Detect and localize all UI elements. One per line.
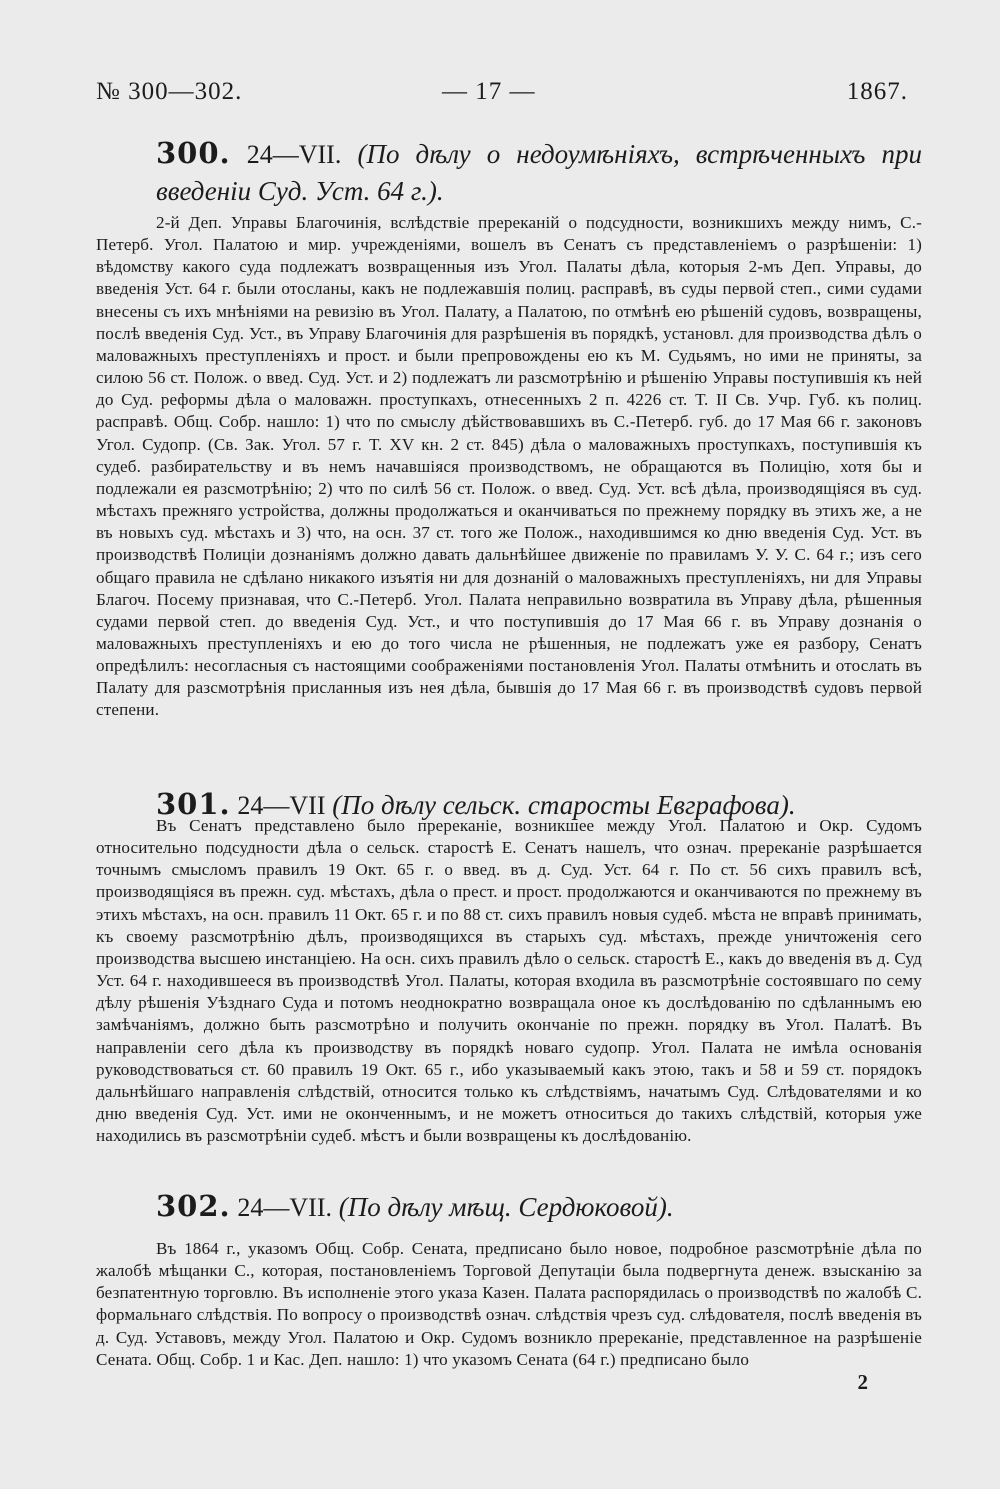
entry-subject: (По дѣлу о недоумѣніяхъ, встрѣченныхъ при введеніи Суд. Уст. 64 г.). xyxy=(156,139,923,206)
page-year: 1867. xyxy=(846,78,908,105)
page-number: — 17 — xyxy=(442,78,536,105)
entry-subject: (По дѣлу мѣщ. Сердюковой). xyxy=(338,1192,674,1222)
entry-date: 24—VII. xyxy=(237,1193,332,1222)
entry-text-301: Въ Сенатъ представлено было пререканіе, возникшее между Угол. Палатою и Окр. Судомъ относительно подсудности дѣла о сельск. старостѣ Е. Сенатъ нашелъ, что означ. пререканіе разрѣшается точнымъ смысломъ правилъ 19 Окт. 65 г. о введ. въ д. Суд. Уст. 64 г. По ст. 56 сихъ правилъ всѣ, производящіяся въ прежн. суд. мѣстахъ, дѣла о прест. и прост. продолжаются и оканчиваются по прежнему въ этихъ мѣстахъ, на осн. правилъ 11 Окт. 65 г. и по 88 ст. сихъ правилъ новыя судеб. мѣста не вправѣ принимать, къ своему разсмотрѣнію дѣлъ, производящихся въ старыхъ суд. мѣстахъ, прежде уничтоженія сего производства высшею инстанціею. На осн. сихъ правилъ дѣло о сельск. старостѣ Е., какъ до введенія въ д. Суд Уст. 64 г. находившееся въ производствѣ Угол. Палаты, которая входила въ разсмотрѣніе состоявшаго по сему дѣлу рѣшенія Уѣзднаго Суда и потомъ неоднократно возвращала оное къ дослѣдованію по сдѣланнымъ ею замѣчаніямъ, должно быть разсмотрѣно и получить окончаніе по прежн. порядку въ Угол. Палатѣ. Въ направленіи сего дѣла къ производству въ порядкѣ новаго судопр. Угол. Палата не имѣла основанія руководствоваться ст. 60 правилъ 19 Окт. 65 г., ибо указываемый какъ этою, такъ и 58 и 59 ст. порядокъ дальнѣйшаго направленія слѣдствій, относится только къ слѣдствіямъ, начатымъ Суд. Слѣдователями и ко дню введенія Суд. Уст. ими не оконченнымъ, и не можетъ относиться до такихъ слѣдствій, которыя уже находились въ разсмотрѣніи судеб. мѣстъ и были возвращены къ дослѣдованію. xyxy=(96,816,923,1146)
entry-subject: (По дѣлу сельск. старосты Евграфова). xyxy=(332,790,796,820)
page-entry-range: № 300—302. xyxy=(96,78,243,105)
running-head xyxy=(96,78,908,114)
signature-mark: 2 xyxy=(857,1370,868,1394)
entry-heading-302 xyxy=(156,1188,922,1226)
entry-text-300: 2-й Деп. Управы Благочинія, вслѣдствіе пререканій о подсудности, возникшихъ между нимъ, С.-Петерб. Угол. Палатою и мир. учрежденіями, вошелъ въ Сенатъ съ представленіемъ о разрѣшеніи: 1) вѣдомству какого суда подлежатъ возвращенныя изъ Угол. Палаты дѣла, которыя 2-мъ Деп. Управы, до введенія Уст. 64 г. были отосланы, какъ не подлежавшія полиц. расправѣ, въ суды первой степ., сими судами внесены съ ихъ мнѣніями на ревизію въ Угол. Палату, а Палатою, по отмѣнѣ ею рѣшеній судовъ, возвращены, послѣ введенія Суд. Уст., въ Управу Благочинія для разрѣшенія въ порядкѣ, установл. для производства дѣлъ о маловажныхъ преступленіяхъ и прост. и были препровождены ею къ М. Судьямъ, но ими не приняты, за силою 56 ст. Полож. о введ. Суд. Уст. и 2) подлежатъ ли разсмотрѣнію и рѣшенію Управы поступившія къ ней до Суд. реформы дѣла о маловажн. проступкахъ, отнесенныхъ 2 п. 4226 ст. Т. II Св. Учр. Губ. къ полиц. расправѣ. Общ. Собр. нашло: 1) что по смыслу дѣйствовавшихъ въ С.-Петерб. губ. до 17 Мая 66 г. законовъ Угол. Судопр. (Св. Зак. Угол. 57 г. Т. XV кн. 2 ст. 845) дѣла о маловажныхъ проступкахъ, поступившія къ судеб. разбирательству и въ немъ начавшіяся производствомъ, не обращаются въ Полицію, хотя бы и подлежали ея разсмотрѣнію; 2) что по силѣ 56 ст. Полож. о введ. Суд. Уст. всѣ дѣла, производящіяся въ суд. мѣстахъ прежняго устройства, должны продолжаться и оканчиваться по прежнему порядку въ этихъ же, а не въ новыхъ суд. мѣстахъ и 3) что, на осн. 37 ст. того же Полож., находившимся ко дню введенія Суд. Уст. въ производствѣ Полиціи дознаніямъ должно давать дальнѣйшее движеніе по правиламъ У. У. С. 64 г.; изъ сего общаго правила не сдѣлано никакого изъятія ни для дознаній о маловажныхъ преступленіяхъ, ни для Управы Благоч. Посему признавая, что С.-Петерб. Угол. Палата неправильно возвратила въ Управу дѣла, рѣшенныя судами первой степ. до введенія Суд. Уст., и что поступившія до 17 Мая 66 г. въ Управу дознанія о маловажныхъ преступленіяхъ и ею до того числа не рѣшенныя, не подлежатъ уже ея разбору, Сенатъ опредѣлилъ: несогласныя съ настоящими соображеніями постановленія Угол. Палаты отмѣнить и отослать въ Палату для разсмотрѣнія присланныя изъ нея дѣла, бывшія до 17 Мая 66 г. въ производствѣ судовъ первой степени. xyxy=(96,213,922,720)
entry-date: 24—VII xyxy=(237,791,326,820)
entry-date: 24—VII. xyxy=(246,140,342,169)
entry-number: 300. xyxy=(156,136,231,170)
entry-text-302: Въ 1864 г., указомъ Общ. Собр. Сената, предписано было новое, подробное разсмотрѣніе дѣла по жалобѣ мѣщанки С., которая, постановленіемъ Торговой Депутаціи была подвергнута денеж. взысканію за безпатентную торговлю. Въ исполненіе этого указа Казен. Палата распорядилась о производствѣ по жалобѣ С. формальнаго слѣдствія. По вопросу о производствѣ означ. слѣдствія чрезъ суд. слѣдователя, послѣ введенія въ д. Суд. Уставовъ, между Угол. Палатою и Окр. Судомъ возникло пререканіе, представленное на разрѣшеніе Сената. Общ. Собр. 1 и Кас. Деп. нашло: 1) что указомъ Сената (64 г.) предписано было xyxy=(96,1239,922,1369)
entry-number: 302. xyxy=(156,1189,231,1223)
entry-heading-300 xyxy=(156,135,922,209)
entry-number: 301. xyxy=(156,787,231,821)
